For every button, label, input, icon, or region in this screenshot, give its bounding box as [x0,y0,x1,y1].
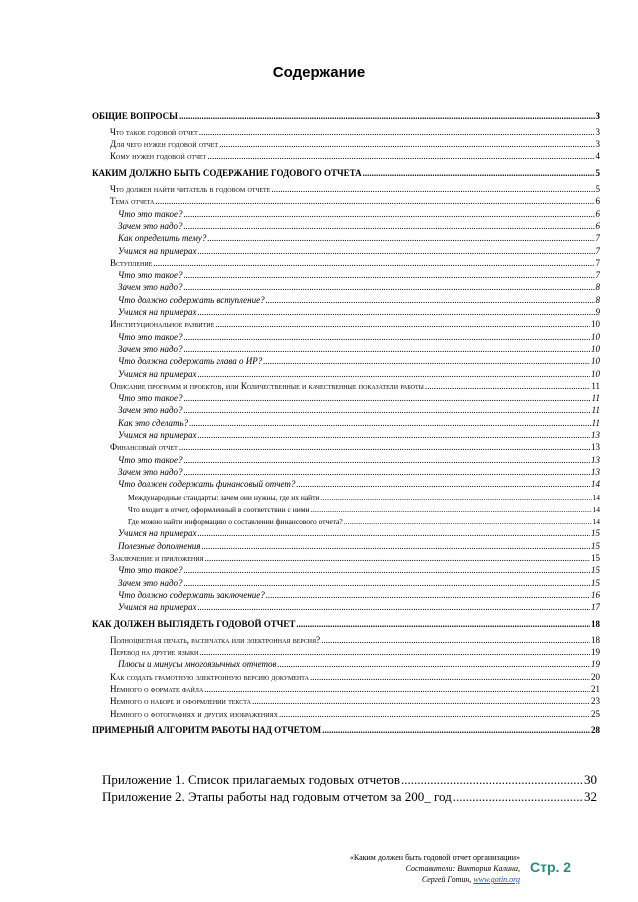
toc-entry-title: Зачем это надо? [118,405,183,416]
toc-entry-title: Зачем это надо? [118,282,183,293]
toc-entry[interactable] [128,515,600,528]
toc-entry[interactable] [118,281,600,294]
toc-entry-title: Зачем это надо? [118,466,183,477]
toc-page-number: 21 [591,684,600,694]
toc-page-number: 5 [595,168,600,179]
toc-entry-title: Описание программ и проектов, или Количественные и качественные показатели работы [110,380,424,391]
toc-entry[interactable] [118,417,600,430]
appendix-entry[interactable] [102,788,597,806]
toc-entry[interactable] [110,671,600,684]
toc-entry[interactable] [118,589,600,602]
toc-dot-leader [207,232,594,245]
toc-entry[interactable] [110,646,600,659]
toc-entry-title: Зачем это надо? [118,220,183,231]
toc-page-number: 6 [595,196,600,207]
toc-dot-leader [322,724,590,737]
toc-page-number: 3 [595,139,600,150]
toc-dot-leader [184,331,590,344]
toc-dot-leader [184,269,595,282]
toc-dot-leader [321,634,590,647]
toc-entry[interactable] [118,466,600,479]
footer-document-title: «Каким должен быть годовой отчет организации» [349,853,520,862]
toc-entry[interactable] [118,527,600,540]
toc-entry[interactable] [110,318,600,331]
toc-dot-leader [252,695,590,708]
toc-page-number: 18 [591,634,600,645]
footer-author-name: Сергей Готин, [421,875,474,884]
toc-entry[interactable] [110,380,600,393]
toc-page-number: 16 [591,589,600,600]
toc-entry[interactable] [110,257,600,270]
toc-page-number: 10 [591,368,600,379]
toc-entry-title: ОБЩИЕ ВОПРОСЫ [92,111,178,121]
toc-dot-leader [184,564,590,577]
toc-entry[interactable] [110,183,600,196]
toc-dot-leader [296,618,590,631]
toc-entry[interactable] [118,392,600,405]
toc-page-number: 4 [595,151,600,162]
toc-page-number: 15 [591,553,600,563]
toc-entry[interactable] [110,708,600,721]
toc-page-number: 13 [591,466,600,477]
toc-page-number: 6 [595,220,600,231]
toc-page-number: 23 [591,696,600,707]
toc-page-number: 10 [591,356,600,367]
toc-dot-leader [179,441,590,454]
toc-page-number: 8 [595,294,600,305]
toc-page-number: 14 [592,492,600,502]
toc-entry-title: Как это сделать? [118,417,189,428]
toc-entry[interactable] [118,577,600,590]
toc-page-number: 15 [591,565,600,576]
toc-entry-title: Перевод на другие языки [110,647,199,658]
toc-entry[interactable] [118,208,600,221]
toc-entry-title: Что такое годовой отчет [110,126,198,137]
toc-entry-title: Учимся на примерах [118,368,197,379]
toc-entry[interactable] [118,269,600,282]
toc-dot-leader [184,577,590,590]
toc-dot-leader [204,683,590,696]
toc-entry[interactable] [118,429,600,442]
toc-dot-leader [207,150,594,163]
toc-dot-leader [311,503,592,516]
toc-dot-leader [184,208,595,221]
toc-entry[interactable] [110,126,600,139]
toc-entry[interactable] [118,306,600,319]
toc-entry[interactable] [110,634,600,647]
toc-entry[interactable] [118,478,600,491]
toc-entry[interactable] [118,343,600,356]
page-title: Содержание [272,64,366,81]
page-footer [310,852,520,885]
appendix-title: Приложение 1. Список прилагаемых годовых отчетов [102,772,401,787]
toc-page-number: 3 [595,126,600,137]
toc-page-number: 7 [595,245,600,256]
toc-page-number: 13 [591,454,600,465]
toc-entry-title: Учимся на примерах [118,245,197,256]
toc-entry-title: Учимся на примерах [118,307,197,317]
toc-dot-leader [197,245,594,258]
toc-entry[interactable] [110,150,600,163]
toc-page-number: 8 [595,282,600,293]
toc-entry-title: Что должно содержать вступление? [118,294,265,305]
toc-dot-leader [155,195,594,208]
toc-entry-title: Что это такое? [118,208,183,219]
toc-entry-title: Учимся на примерах [118,528,197,539]
toc-entry-title: Полноцветная печать, распечатка или электронная версия? [110,634,321,645]
toc-page-number: 14 [592,517,600,527]
toc-entry-title: Зачем это надо? [118,577,183,588]
toc-entry-title: Учимся на примерах [118,430,197,440]
toc-page-number: 15 [591,540,600,551]
toc-page-number: 14 [591,479,600,490]
toc-entry-title: Что должно содержать заключение? [118,589,265,600]
toc-page-number: 6 [595,208,600,219]
toc-dot-leader [215,318,590,331]
toc-entry[interactable] [110,441,600,454]
toc-page-number: 9 [595,307,600,317]
toc-entry-title: ПРИМЕРНЫЙ АЛГОРИТМ РАБОТЫ НАД ОТЧЕТОМ [92,725,322,736]
toc-page-number: 10 [591,343,600,354]
toc-entry-title: Что входит в отчет, оформленный в соответствии с ними [128,504,310,514]
toc-entry[interactable] [118,232,600,245]
toc-dot-leader [277,658,590,671]
appendix-page-number: 32 [584,789,597,804]
toc-page-number: 18 [591,619,600,629]
toc-dot-leader [197,527,590,540]
toc-entry-title: КАК ДОЛЖЕН ВЫГЛЯДЕТЬ ГОДОВОЙ ОТЧЕТ [92,619,296,629]
toc-dot-leader [153,257,594,270]
toc-entry-title: Немного о фотографиях и других изображениях [110,708,278,719]
toc-entry-title: Учимся на примерах [118,602,197,613]
toc-entry-title: Что должен содержать финансовый отчет? [118,479,296,490]
toc-dot-leader [184,220,595,233]
toc-entry[interactable] [110,195,600,208]
toc-entry-title: Что это такое? [118,393,183,404]
toc-dot-leader [179,110,595,123]
toc-entry[interactable] [110,683,600,696]
toc-entry[interactable] [128,491,600,504]
toc-entry-title: Что должна содержать глава о ИР? [118,356,263,367]
toc-entry[interactable] [118,355,600,368]
toc-entry-title: Как создать грамотную электронную версию документа [110,671,309,682]
toc-entry-title: Плюсы и минусы многоязычных отчетов [118,659,277,670]
toc-entry-title: Международные стандарты: зачем они нужны, где их найти [128,492,320,502]
toc-entry[interactable] [118,245,600,258]
toc-page-number: 11 [591,417,600,428]
toc-entry[interactable] [118,540,600,553]
appendix-title: Приложение 2. Этапы работы над годовым отчетом за 200_ год [102,789,452,804]
toc-page-number: 25 [591,708,600,719]
toc-dot-leader [279,708,590,721]
toc-dot-leader [184,466,590,479]
toc-entry-title: Что должен найти читатель в годовом отчете [110,184,271,194]
appendix-entry[interactable] [102,771,597,789]
toc-page-number: 10 [591,331,600,342]
toc-entry[interactable] [92,618,600,631]
toc-entry-title: Что это такое? [118,331,183,342]
toc-entry[interactable] [92,110,600,123]
toc-dot-leader [184,392,591,405]
toc-dot-leader [219,138,594,151]
toc-dot-leader [344,515,592,528]
toc-page-number: 13 [591,442,600,453]
toc-dot-leader [189,417,591,430]
toc-entry-title: Институциональное развитие [110,319,215,330]
toc-dot-leader [197,306,594,319]
toc-entry[interactable] [118,331,600,344]
toc-dot-leader [263,355,590,368]
toc-dot-leader [201,540,590,553]
toc-page-number: 19 [591,647,600,658]
toc-entry-title: Как определить тему? [118,233,207,244]
toc-page-number: 11 [591,380,600,391]
toc-entry-title: Что это такое? [118,270,183,281]
toc-dot-leader [184,281,595,294]
toc-entry[interactable] [92,167,600,180]
toc-dot-leader [197,601,590,614]
toc-dot-leader [184,454,590,467]
toc-page-number: 11 [591,393,600,404]
toc-entry-title: Зачем это надо? [118,343,183,354]
toc-page-number: 3 [595,111,600,121]
toc-entry[interactable] [128,503,600,516]
toc-dot-leader [199,646,590,659]
toc-entry-title: Заключение и приложения [110,553,204,563]
toc-dot-leader [266,589,590,602]
footer-authors: Составители: Виктория Калина, [405,864,520,873]
appendix-dot-leader [401,771,583,789]
toc-page-number: 28 [591,725,600,736]
toc-page-number: 5 [595,184,600,194]
toc-dot-leader [184,404,591,417]
toc-dot-leader [197,429,590,442]
toc-entry-title: Для чего нужен годовой отчет [110,139,219,150]
toc-page-number: 20 [591,671,600,682]
toc-dot-leader [184,343,590,356]
toc-dot-leader [363,167,595,180]
toc-page-number: 15 [591,577,600,588]
toc-entry[interactable] [118,294,600,307]
toc-dot-leader [320,491,591,504]
toc-page-number: 14 [592,504,600,514]
toc-page-number: 19 [591,659,600,670]
toc-entry[interactable] [118,368,600,381]
toc-entry[interactable] [118,564,600,577]
toc-entry-title: Полезные дополнения [118,540,201,551]
toc-dot-leader [199,126,595,139]
toc-entry[interactable] [118,220,600,233]
footer-authors-line [310,874,520,885]
toc-entry[interactable] [118,404,600,417]
toc-entry-title: КАКИМ ДОЛЖНО БЫТЬ СОДЕРЖАНИЕ ГОДОВОГО ОТЧЕТА [92,168,362,179]
toc-entry-title: Где можно найти информацию о составлении финансового отчета? [128,517,343,527]
toc-page-number: 7 [595,233,600,244]
toc-entry[interactable] [92,724,600,737]
toc-dot-leader [425,380,590,393]
toc-entry-title: Вступление [110,257,153,268]
toc-page-number: 11 [591,405,600,416]
toc-entry[interactable] [118,601,600,614]
toc-dot-leader [310,671,590,684]
toc-page-number: 10 [591,319,600,330]
toc-dot-leader [205,552,590,565]
toc-dot-leader [271,183,594,196]
toc-dot-leader [266,294,595,307]
toc-entry-title: Кому нужен годовой отчет [110,151,207,162]
toc-entry-title: Немного о формате файла [110,684,204,694]
appendix-page-number: 30 [584,772,597,787]
toc-entry[interactable] [110,138,600,151]
toc-entry-title: Что это такое? [118,565,183,576]
page-number: Стр. 2 [530,859,572,875]
toc-page-number: 17 [591,602,600,613]
toc-page-number: 13 [591,430,600,440]
appendix-dot-leader [453,788,583,806]
toc-entry[interactable] [110,695,600,708]
toc-dot-leader [296,478,590,491]
toc-page-number: 7 [595,270,600,281]
toc-entry[interactable] [110,552,600,565]
toc-entry-title: Финансовый отчет [110,442,178,453]
toc-entry-title: Что это такое? [118,454,183,465]
toc-entry-title: Тема отчета [110,196,155,207]
toc-dot-leader [197,368,590,381]
toc-entry[interactable] [118,658,600,671]
toc-page-number: 7 [595,257,600,268]
footer-website-link[interactable]: www.gotin.org [473,875,520,884]
toc-entry[interactable] [118,454,600,467]
toc-entry-title: Немного о наборе и оформлении текста [110,696,251,707]
toc-page-number: 15 [591,528,600,539]
